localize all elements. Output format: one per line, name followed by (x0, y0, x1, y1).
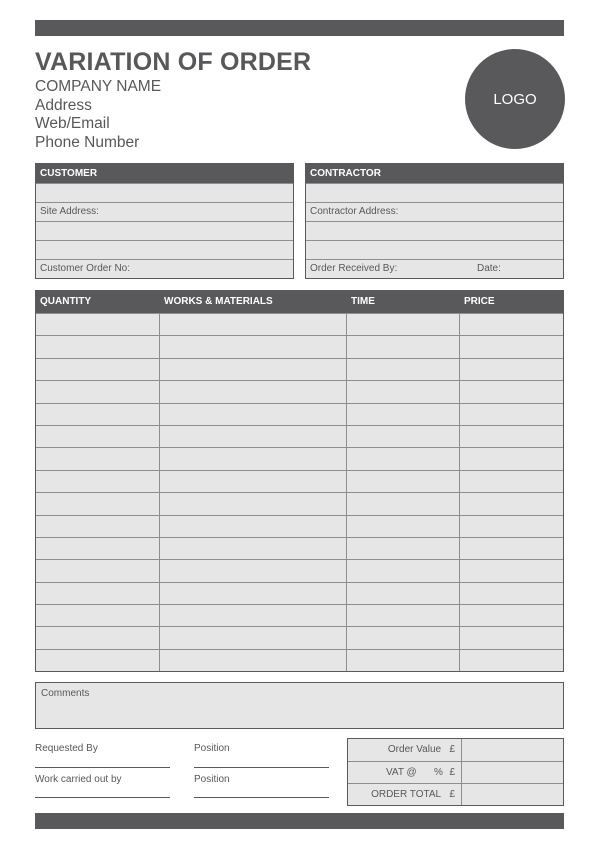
customer-box (35, 163, 294, 279)
price-cell[interactable] (460, 404, 563, 425)
works-materials-cell[interactable] (160, 516, 347, 537)
items-body (36, 313, 563, 671)
time-cell[interactable] (347, 426, 460, 447)
table-row (36, 649, 563, 671)
table-row (36, 313, 563, 335)
date-label: Date: (477, 263, 501, 274)
works-materials-cell[interactable] (160, 560, 347, 581)
works-materials-cell[interactable] (160, 359, 347, 380)
column-works-materials: WORKS & MATERIALS (164, 296, 273, 307)
price-cell[interactable] (460, 426, 563, 447)
order-total-field[interactable] (462, 784, 563, 805)
position-label-1: Position (194, 743, 230, 754)
time-cell[interactable] (347, 627, 460, 648)
works-materials-cell[interactable] (160, 404, 347, 425)
time-cell[interactable] (347, 336, 460, 357)
customer-name-field[interactable] (36, 183, 293, 202)
contractor-name-field[interactable] (306, 183, 563, 202)
table-row (36, 559, 563, 581)
company-info (35, 78, 161, 152)
works-materials-cell[interactable] (160, 336, 347, 357)
bottom-bar (35, 813, 564, 829)
price-cell[interactable] (460, 336, 563, 357)
quantity-cell[interactable] (36, 650, 160, 671)
customer-order-no-field[interactable]: Customer Order No: (36, 259, 293, 278)
quantity-cell[interactable] (36, 359, 160, 380)
contractor-address-field[interactable]: Contractor Address: (306, 202, 563, 221)
contractor-address-line-2[interactable] (306, 221, 563, 240)
order-received-by-field[interactable] (306, 259, 563, 278)
time-cell[interactable] (347, 314, 460, 335)
time-cell[interactable] (347, 448, 460, 469)
price-cell[interactable] (460, 583, 563, 604)
quantity-cell[interactable] (36, 627, 160, 648)
customer-heading: CUSTOMER (36, 164, 293, 183)
site-address-field[interactable]: Site Address: (36, 202, 293, 221)
position-line-2[interactable] (194, 797, 329, 798)
table-row (36, 425, 563, 447)
currency-symbol: £ (449, 744, 455, 755)
vat-row (348, 761, 563, 783)
works-materials-cell[interactable] (160, 493, 347, 514)
table-row (36, 447, 563, 469)
time-cell[interactable] (347, 471, 460, 492)
table-row (36, 358, 563, 380)
contractor-address-line-3[interactable] (306, 240, 563, 259)
requested-by-line[interactable] (35, 767, 170, 768)
order-value-field[interactable] (462, 739, 563, 761)
order-value-label: Order Value (387, 744, 442, 755)
items-header-row (36, 291, 563, 313)
quantity-cell[interactable] (36, 448, 160, 469)
quantity-cell[interactable] (36, 426, 160, 447)
time-cell[interactable] (347, 516, 460, 537)
works-materials-cell[interactable] (160, 471, 347, 492)
time-cell[interactable] (347, 493, 460, 514)
order-received-by-label: Order Received By: (310, 263, 398, 274)
table-row (36, 335, 563, 357)
price-cell[interactable] (460, 448, 563, 469)
time-cell[interactable] (347, 583, 460, 604)
works-materials-cell[interactable] (160, 448, 347, 469)
totals-box (347, 738, 564, 806)
time-cell[interactable] (347, 359, 460, 380)
price-cell[interactable] (460, 359, 563, 380)
quantity-cell[interactable] (36, 471, 160, 492)
company-address: Address (35, 96, 92, 114)
time-cell[interactable] (347, 560, 460, 581)
works-materials-cell[interactable] (160, 650, 347, 671)
table-row (36, 403, 563, 425)
price-cell[interactable] (460, 627, 563, 648)
company-phone: Phone Number (35, 133, 140, 151)
works-materials-cell[interactable] (160, 605, 347, 626)
works-materials-cell[interactable] (160, 583, 347, 604)
price-cell[interactable] (460, 516, 563, 537)
time-cell[interactable] (347, 404, 460, 425)
logo-placeholder: LOGO (465, 49, 565, 149)
vat-field[interactable] (462, 762, 563, 783)
table-row (36, 515, 563, 537)
time-cell[interactable] (347, 538, 460, 559)
works-materials-cell[interactable] (160, 426, 347, 447)
price-cell[interactable] (460, 493, 563, 514)
column-time: TIME (351, 296, 375, 307)
price-cell[interactable] (460, 605, 563, 626)
comments-field[interactable] (35, 682, 564, 729)
work-carried-out-by-label: Work carried out by (35, 774, 122, 785)
company-name: COMPANY NAME (35, 78, 162, 95)
quantity-cell[interactable] (36, 583, 160, 604)
page-title: VARIATION OF ORDER (35, 48, 312, 76)
works-materials-cell[interactable] (160, 314, 347, 335)
price-cell[interactable] (460, 471, 563, 492)
top-bar (35, 20, 564, 36)
requested-by-label: Requested By (35, 743, 98, 754)
order-total-label: ORDER TOTAL (371, 789, 442, 800)
column-price: PRICE (464, 296, 495, 307)
order-value-row (348, 739, 563, 761)
price-cell[interactable] (460, 381, 563, 402)
currency-symbol: £ (449, 789, 455, 800)
items-table (35, 290, 564, 672)
column-quantity: QUANTITY (40, 296, 92, 307)
quantity-cell[interactable] (36, 493, 160, 514)
quantity-cell[interactable] (36, 560, 160, 581)
vat-percent: % (434, 767, 443, 778)
table-row (36, 537, 563, 559)
table-row (36, 380, 563, 402)
quantity-cell[interactable] (36, 314, 160, 335)
position-label-2: Position (194, 774, 230, 785)
quantity-cell[interactable] (36, 538, 160, 559)
quantity-cell[interactable] (36, 404, 160, 425)
currency-symbol: £ (449, 767, 455, 778)
quantity-cell[interactable] (36, 336, 160, 357)
works-materials-cell[interactable] (160, 538, 347, 559)
price-cell[interactable] (460, 538, 563, 559)
work-carried-out-by-line[interactable] (35, 797, 170, 798)
company-web-email: Web/Email (35, 115, 110, 132)
works-materials-cell[interactable] (160, 381, 347, 402)
price-cell[interactable] (460, 560, 563, 581)
table-row (36, 492, 563, 514)
site-address-line-3[interactable] (36, 240, 293, 259)
works-materials-cell[interactable] (160, 627, 347, 648)
position-line-1[interactable] (194, 767, 329, 768)
time-cell[interactable] (347, 381, 460, 402)
time-cell[interactable] (347, 605, 460, 626)
price-cell[interactable] (460, 650, 563, 671)
price-cell[interactable] (460, 314, 563, 335)
time-cell[interactable] (347, 650, 460, 671)
contractor-heading: CONTRACTOR (306, 164, 563, 183)
order-total-row (348, 783, 563, 805)
quantity-cell[interactable] (36, 516, 160, 537)
table-row (36, 604, 563, 626)
vat-label: VAT @ (386, 767, 417, 778)
comments-label: Comments (41, 688, 90, 699)
contractor-box (305, 163, 564, 279)
quantity-cell[interactable] (36, 605, 160, 626)
site-address-line-2[interactable] (36, 221, 293, 240)
quantity-cell[interactable] (36, 381, 160, 402)
table-row (36, 626, 563, 648)
table-row (36, 470, 563, 492)
table-row (36, 582, 563, 604)
